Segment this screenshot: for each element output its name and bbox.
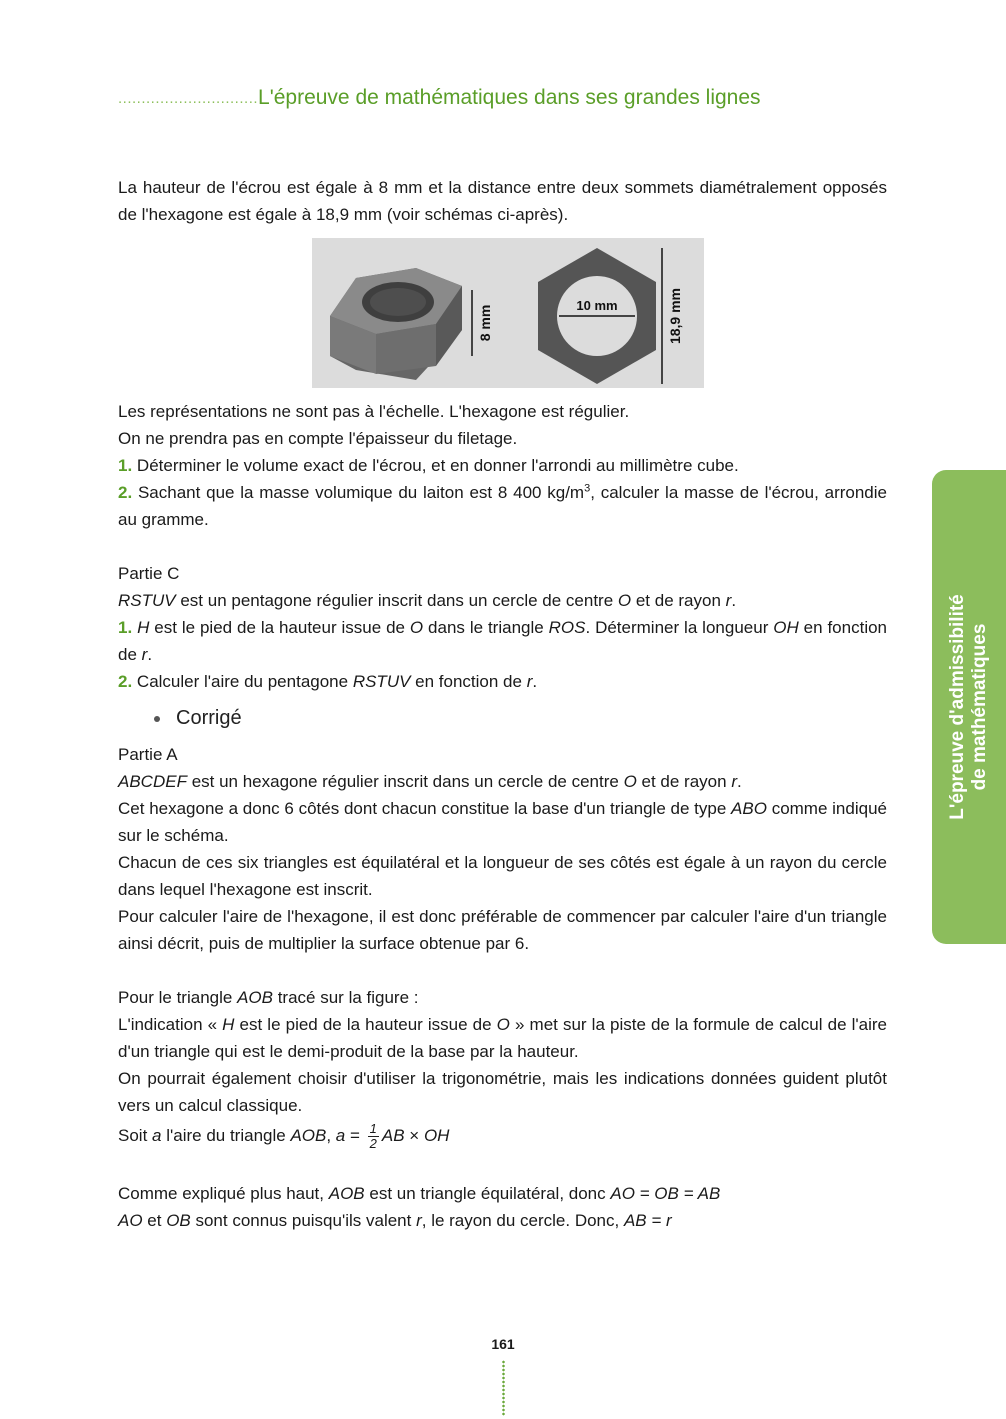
partA-l6-d: O [496, 1015, 510, 1034]
partA-l1-f: . [736, 772, 742, 791]
partC-intro-c: O [617, 591, 632, 610]
note-thread: On ne prendra pas en compte l'épaisseur du filetage. [118, 429, 518, 448]
partA-line-2 [118, 795, 887, 849]
hole-label: 10 mm [576, 298, 618, 313]
half-fraction [368, 1122, 379, 1151]
partA-line-5 [118, 984, 887, 1011]
q2-exponent: 3 [584, 482, 591, 495]
header-title: L'épreuve de mathématiques dans ses grandes lignes [258, 86, 761, 109]
partC-intro-f: . [731, 591, 737, 610]
partA-l2-c: comme indiqué sur le schéma. [118, 799, 887, 845]
partC-q1-b: est le pied de la hauteur issue de [149, 618, 410, 637]
partC-question-2 [118, 668, 887, 695]
side-tab-text [947, 477, 991, 937]
partA-l1-c: O [623, 772, 637, 791]
bullet-dot [154, 716, 160, 722]
partA-l8-i: × [404, 1126, 424, 1145]
header-dots: .............................. [118, 89, 259, 107]
partA-l1-d: et de rayon [636, 772, 732, 791]
partA-l10-b: et [142, 1211, 167, 1230]
partA-l8-c: l'aire du triangle [161, 1126, 291, 1145]
partA-line-7: On pourrait également choisir d'utiliser la trigonométrie, mais les indications données guident plutôt vers un calcul classique. [118, 1069, 887, 1115]
partC-intro [118, 587, 887, 614]
partA-l5-c: tracé sur la figure : [272, 988, 419, 1007]
partA-l10-c: OB [166, 1211, 191, 1230]
partA-l8-g: = [345, 1126, 365, 1145]
nut-figure [312, 238, 704, 388]
partA-line-4: Pour calculer l'aire de l'hexagone, il est donc préférable de commencer par calculer l'aire d'un triangle ainsi décrit, puis de multiplier la surface obtenue par 6. [118, 907, 887, 953]
q2-text-a: Sachant que la masse volumique du laiton est 8 400 kg/m [137, 483, 585, 502]
partC-q1-g: OH [773, 618, 799, 637]
partA-l10-f: , le rayon du cercle. Donc, [421, 1211, 624, 1230]
partC-q1-f: . Déterminer la longueur [585, 618, 774, 637]
question-1 [118, 452, 887, 479]
corrige-heading [154, 703, 887, 733]
fraction-numerator: 1 [369, 1121, 377, 1137]
partC-intro-a: RSTUV [118, 591, 176, 610]
partA-l6-c: est le pied de la hauteur issue de [234, 1015, 497, 1034]
partA-l5-a: Pour le triangle [118, 988, 238, 1007]
q2-number: 2. [118, 483, 133, 502]
partA-l1-a: ABCDEF [118, 772, 187, 791]
partA-line-1 [118, 768, 887, 795]
partC-q1-c: O [409, 618, 424, 637]
partA-l8-f: a [335, 1126, 346, 1145]
partA-l6-a: L'indication « [118, 1015, 223, 1034]
partC-q1-a: H [137, 618, 150, 637]
fraction-denominator: 2 [369, 1136, 377, 1152]
nut-diagram [312, 238, 704, 388]
partA-l8-e: , [326, 1126, 336, 1145]
partA-l10-g: AB = r [623, 1211, 672, 1230]
partA-l9-d: AO = OB = AB [610, 1184, 721, 1203]
partA-l1-e: r [731, 772, 737, 791]
partA-l6-e: » met sur la piste de la formule de calcul de l'aire d'un triangle qui est le demi-produit de la base par la hauteur. [118, 1015, 887, 1061]
partC-q2-d: r [526, 672, 533, 691]
partA-line-6 [118, 1011, 887, 1065]
partA-l8-h: AB [381, 1126, 405, 1145]
nut-3d-drawing [330, 268, 462, 380]
partA-l10-e: r [416, 1211, 422, 1230]
height-label: 8 mm [477, 304, 493, 342]
q1-number: 1. [118, 456, 133, 475]
partA-l10-d: sont connus puisqu'ils valent [190, 1211, 417, 1230]
partA-l8-d: AOB [290, 1126, 327, 1145]
corrige-label: Corrigé [176, 707, 242, 729]
page-number: 161 [491, 1336, 515, 1352]
partA-l10-a: AO [118, 1211, 143, 1230]
partA-l8-b: a [152, 1126, 162, 1145]
question-2 [118, 479, 887, 533]
partA-title: Partie A [118, 745, 178, 764]
partC-title: Partie C [118, 564, 180, 583]
partA-l2-a: Cet hexagone a donc 6 côtés dont chacun constitue la base d'un triangle de type [118, 799, 732, 818]
side-tab-line-2: de mathématiques [969, 623, 990, 791]
partA-l5-b: AOB [237, 988, 273, 1007]
partC-intro-e: r [725, 591, 732, 610]
partC-q1-h: en fonction de [118, 618, 887, 664]
partC-q1-j: . [147, 645, 153, 664]
note-scale: Les représentations ne sont pas à l'échelle. L'hexagone est régulier. [118, 402, 630, 421]
partC-q1-number: 1. [118, 618, 133, 637]
partA-l1-b: est un hexagone régulier inscrit dans un cercle de centre [186, 772, 624, 791]
running-header [118, 86, 888, 116]
partA-line-9 [118, 1180, 887, 1207]
q1-text: Déterminer le volume exact de l'écrou, et en donner l'arrondi au millimètre cube. [136, 456, 739, 475]
partC-intro-d: et de rayon [631, 591, 726, 610]
partA-l6-b: H [222, 1015, 235, 1034]
partA-line-10 [118, 1207, 887, 1234]
page-number-dotted-line [502, 1360, 505, 1416]
partA-l8-a: Soit [118, 1126, 153, 1145]
partC-q2-e: . [532, 672, 538, 691]
partA-line-3: Chacun de ces six triangles est équilatéral et la longueur de ses côtés est égale à un rayon du cercle dans lequel l'hexagone est inscrit. [118, 853, 887, 899]
partC-q2-number: 2. [118, 672, 133, 691]
partC-q1-d: dans le triangle [423, 618, 549, 637]
diagonal-label: 18,9 mm [667, 287, 683, 345]
partA-l9-a: Comme expliqué plus haut, [118, 1184, 329, 1203]
partC-q2-b: RSTUV [352, 672, 411, 691]
side-tab-line-1: L'épreuve d'admissibilité [947, 594, 968, 820]
intro-paragraph: La hauteur de l'écrou est égale à 8 mm et la distance entre deux sommets diamétralement opposés de l'hexagone est égale à 18,9 mm (voir schémas ci-après). [118, 178, 887, 224]
partC-q1-e: ROS [548, 618, 586, 637]
partA-line-8 [118, 1119, 887, 1153]
q2-text-b: , calculer la masse de l'écrou, arrondie au gramme. [118, 483, 887, 529]
partA-l9-b: AOB [328, 1184, 365, 1203]
partA-l8-j: OH [423, 1126, 450, 1145]
partC-q1-i: r [141, 645, 148, 664]
partC-q2-a: Calculer l'aire du pentagone [136, 672, 353, 691]
partC-question-1 [118, 614, 887, 668]
page-body [118, 174, 887, 1234]
partC-intro-b: est un pentagone régulier inscrit dans un cercle de centre [175, 591, 618, 610]
partA-l2-b: ABO [731, 799, 767, 818]
partA-l9-c: est un triangle équilatéral, donc [364, 1184, 611, 1203]
partC-q2-c: en fonction de [410, 672, 527, 691]
chapter-side-tab [932, 470, 1006, 944]
